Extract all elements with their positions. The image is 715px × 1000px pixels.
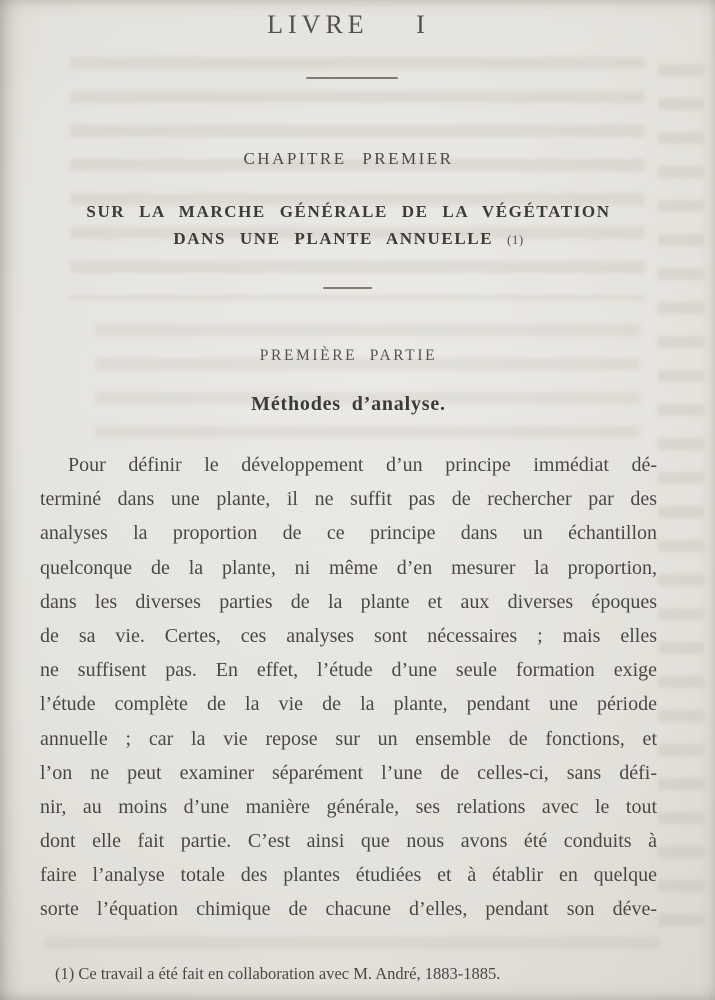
paragraph-line: l’on ne peut examiner séparément l’une de celles-ci, sans défi- bbox=[40, 761, 657, 784]
paragraph-line: dont elle fait partie. C’est ainsi que nous avons été conduits à bbox=[40, 830, 657, 853]
paragraph-line: nir, au moins d’une manière générale, ses relations avec le tout bbox=[40, 795, 657, 818]
paragraph-line: annuelle ; car la vie repose sur un ensemble de fonctions, et bbox=[40, 727, 657, 750]
paragraph-line: faire l’analyse totale des plantes étudiées et à établir en quelque bbox=[40, 864, 657, 887]
chapter-heading: CHAPITRE PREMIER bbox=[243, 149, 454, 168]
paragraph-line: dans les diverses parties de la plante et aux diverses époques bbox=[40, 590, 657, 613]
verso-showthrough bbox=[95, 315, 640, 447]
paragraph-line: sorte l’équation chimique de chacune d’elles, pendant son déve- bbox=[40, 898, 657, 921]
chapter-title-line1: SUR LA MARCHE GÉNÉRALE DE LA VÉGÉTATION bbox=[86, 202, 611, 221]
paragraph-line: Pour définir le développement d’un principe immédiat dé- bbox=[68, 454, 657, 476]
section-divider bbox=[306, 77, 398, 79]
chapter-title-line2: DANS UNE PLANTE ANNUELLE (1) bbox=[173, 229, 524, 248]
body-paragraph bbox=[40, 448, 657, 927]
section-divider bbox=[323, 287, 372, 289]
book-title: LIVRE I bbox=[267, 10, 430, 39]
paragraph-line: terminé dans une plante, il ne suffit pas de rechercher par des bbox=[40, 488, 657, 511]
chapter-title bbox=[40, 198, 657, 253]
paragraph-line: quelconque de la plante, ni même d’en mesurer la proportion, bbox=[40, 556, 657, 579]
section-title: Méthodes d’analyse. bbox=[251, 393, 446, 415]
part-heading: PREMIÈRE PARTIE bbox=[259, 347, 438, 364]
paragraph-line: ne suffisent pas. En effet, l’étude d’une seule formation exige bbox=[40, 659, 657, 682]
verso-showthrough bbox=[70, 48, 645, 300]
footnote-reference: (1) bbox=[507, 232, 524, 247]
paragraph-line: l’étude complète de la vie de la plante, pendant une période bbox=[40, 693, 657, 716]
paragraph-line: de sa vie. Certes, ces analyses sont nécessaires ; mais elles bbox=[40, 624, 657, 647]
paragraph-line: analyses la proportion de ce principe dans un échantillon bbox=[40, 522, 657, 545]
verso-showthrough bbox=[45, 928, 660, 958]
footnote: (1) Ce travail a été fait en collaboration avec M. André, 1883-1885. bbox=[55, 964, 501, 983]
verso-showthrough bbox=[658, 55, 704, 945]
